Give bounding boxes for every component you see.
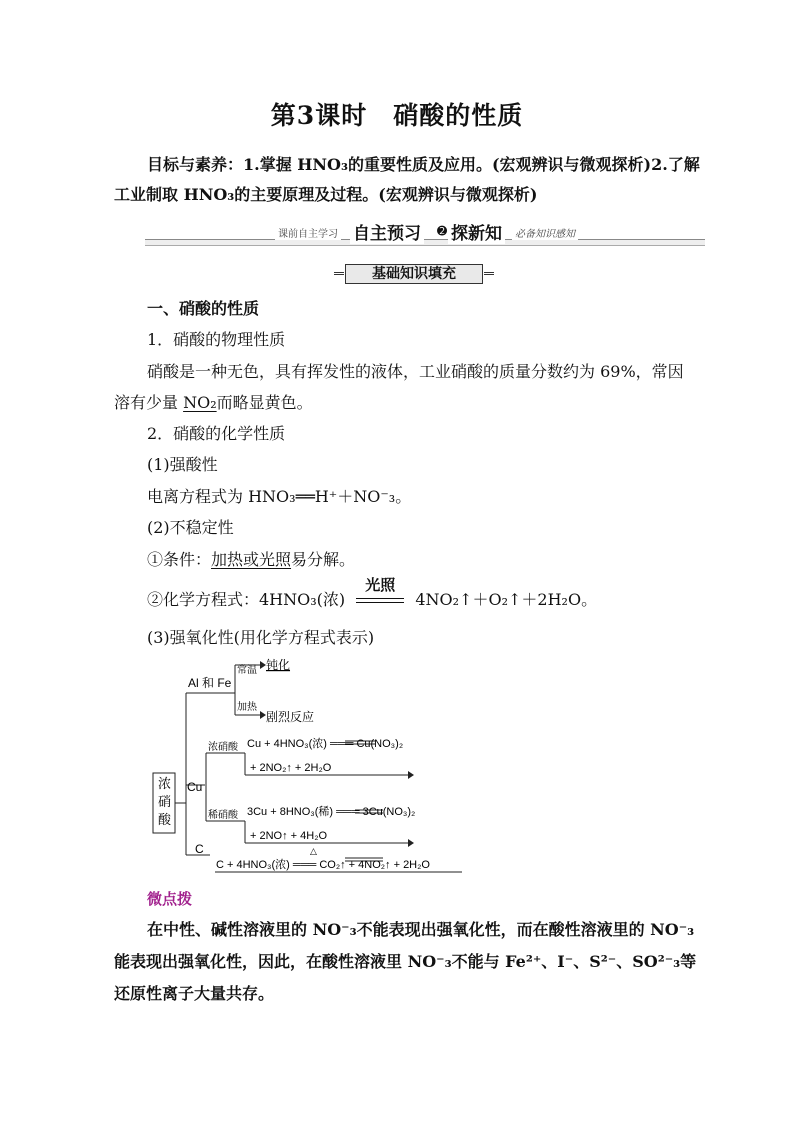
banner-main-1: 自主预习 xyxy=(350,219,424,244)
label-violent: 剧烈反应 xyxy=(266,710,315,724)
label-conc: 浓硝酸 xyxy=(208,742,238,753)
oxidizing-heading: (3)强氧化性(用化学方程式表示) xyxy=(147,628,375,647)
heading-nitric-acid-properties: 一、硝酸的性质 xyxy=(147,299,260,318)
root-char-1: 浓 xyxy=(158,776,172,791)
physical-answer-no2: NO₂ xyxy=(183,393,217,412)
acid-heading: (1)强酸性 xyxy=(147,455,218,474)
decomp-eq-post: 4NO₂↑＋O₂↑＋2H₂O。 xyxy=(415,590,598,609)
label-dilute: 稀硝酸 xyxy=(208,810,238,821)
physical-line-2 xyxy=(114,393,313,413)
root-char-3: 酸 xyxy=(158,812,172,827)
decomposition-equation xyxy=(147,576,598,610)
condition-answer: 加热或光照 xyxy=(211,550,292,569)
delta-condition: △ xyxy=(310,846,317,856)
section-badge: 基础知识填充 xyxy=(345,264,483,284)
conc-eq-line-2: + 2NO₂↑ + 2H₂O xyxy=(250,762,332,774)
page-title: 第3课时 硝酸的性质 xyxy=(270,101,524,130)
unstable-heading: (2)不稳定性 xyxy=(147,518,234,537)
condition-arrow xyxy=(354,576,406,610)
ionization-equation: 电离方程式为 HNO₃══H⁺＋NO⁻₃。 xyxy=(147,487,412,506)
condition-post: 易分解。 xyxy=(291,550,356,569)
banner-arrow-icon: ➋ xyxy=(434,224,450,238)
subheading-physical: 1．硝酸的物理性质 xyxy=(147,330,286,349)
light-condition: 光照 xyxy=(365,576,396,594)
banner-left-caption: 课前自主学习 xyxy=(275,225,341,240)
subheading-chemical: 2．硝酸的化学性质 xyxy=(147,424,286,443)
physical-text-pre: 溶有少量 xyxy=(114,393,184,412)
equals-bar xyxy=(356,598,404,603)
section-banner xyxy=(145,222,705,246)
physical-line-1: 硝酸是一种无色，具有挥发性的液体，工业硝酸的质量分数约为 69%，常因 xyxy=(147,362,684,381)
physical-text-post: 而略显黄色。 xyxy=(216,393,313,412)
label-c: C xyxy=(195,842,204,856)
dil-eq-line-1: 3Cu + 8HNO₃(稀) ═══ 3Cu(NO₃)₂ xyxy=(247,806,416,818)
unstable-condition xyxy=(147,550,355,570)
condition-pre: ①条件： xyxy=(147,550,212,569)
banner-right-caption: 必备知识感知 xyxy=(512,225,578,240)
conc-eq-line-1: Cu + 4HNO₃(浓) ═══ Cu(NO₃)₂ xyxy=(247,738,404,750)
tip-title: 微点拨 xyxy=(147,890,193,908)
banner-main-2: 探新知 xyxy=(448,219,505,244)
label-al-fe: Al 和 Fe xyxy=(188,676,232,690)
oxidation-diagram xyxy=(150,655,480,880)
tip-line-1: 在中性、碱性溶液里的 NO⁻₃不能表现出强氧化性，而在酸性溶液里的 NO⁻₃ xyxy=(147,920,695,939)
banner-rule xyxy=(145,239,705,246)
dil-eq-line-2: + 2NO↑ + 4H₂O xyxy=(250,830,328,842)
tip-line-2: 能表现出强氧化性，因此，在酸性溶液里 NO⁻₃不能与 Fe²⁺、I⁻、S²⁻、SO²⁻₃等 xyxy=(114,952,697,971)
goals-line-1: 目标与素养：1.掌握 HNO₃的重要性质及应用。(宏观辨识与微观探析)2.了解 xyxy=(147,155,700,174)
label-cold: 常温 xyxy=(237,665,257,676)
decomp-eq-pre: ②化学方程式：4HNO₃(浓) xyxy=(147,590,346,609)
label-passivation: 钝化 xyxy=(266,658,291,672)
goals-line-2: 工业制取 HNO₃的主要原理及过程。(宏观辨识与微观探析) xyxy=(114,185,538,204)
tip-line-3: 还原性离子大量共存。 xyxy=(114,984,275,1003)
root-char-2: 硝 xyxy=(158,794,172,809)
c-eq: C + 4HNO₃(浓) ═══ CO₂↑ + 4NO₂↑ + 2H₂O xyxy=(216,859,430,871)
label-heat: 加热 xyxy=(237,702,257,713)
label-cu: Cu xyxy=(187,780,203,794)
